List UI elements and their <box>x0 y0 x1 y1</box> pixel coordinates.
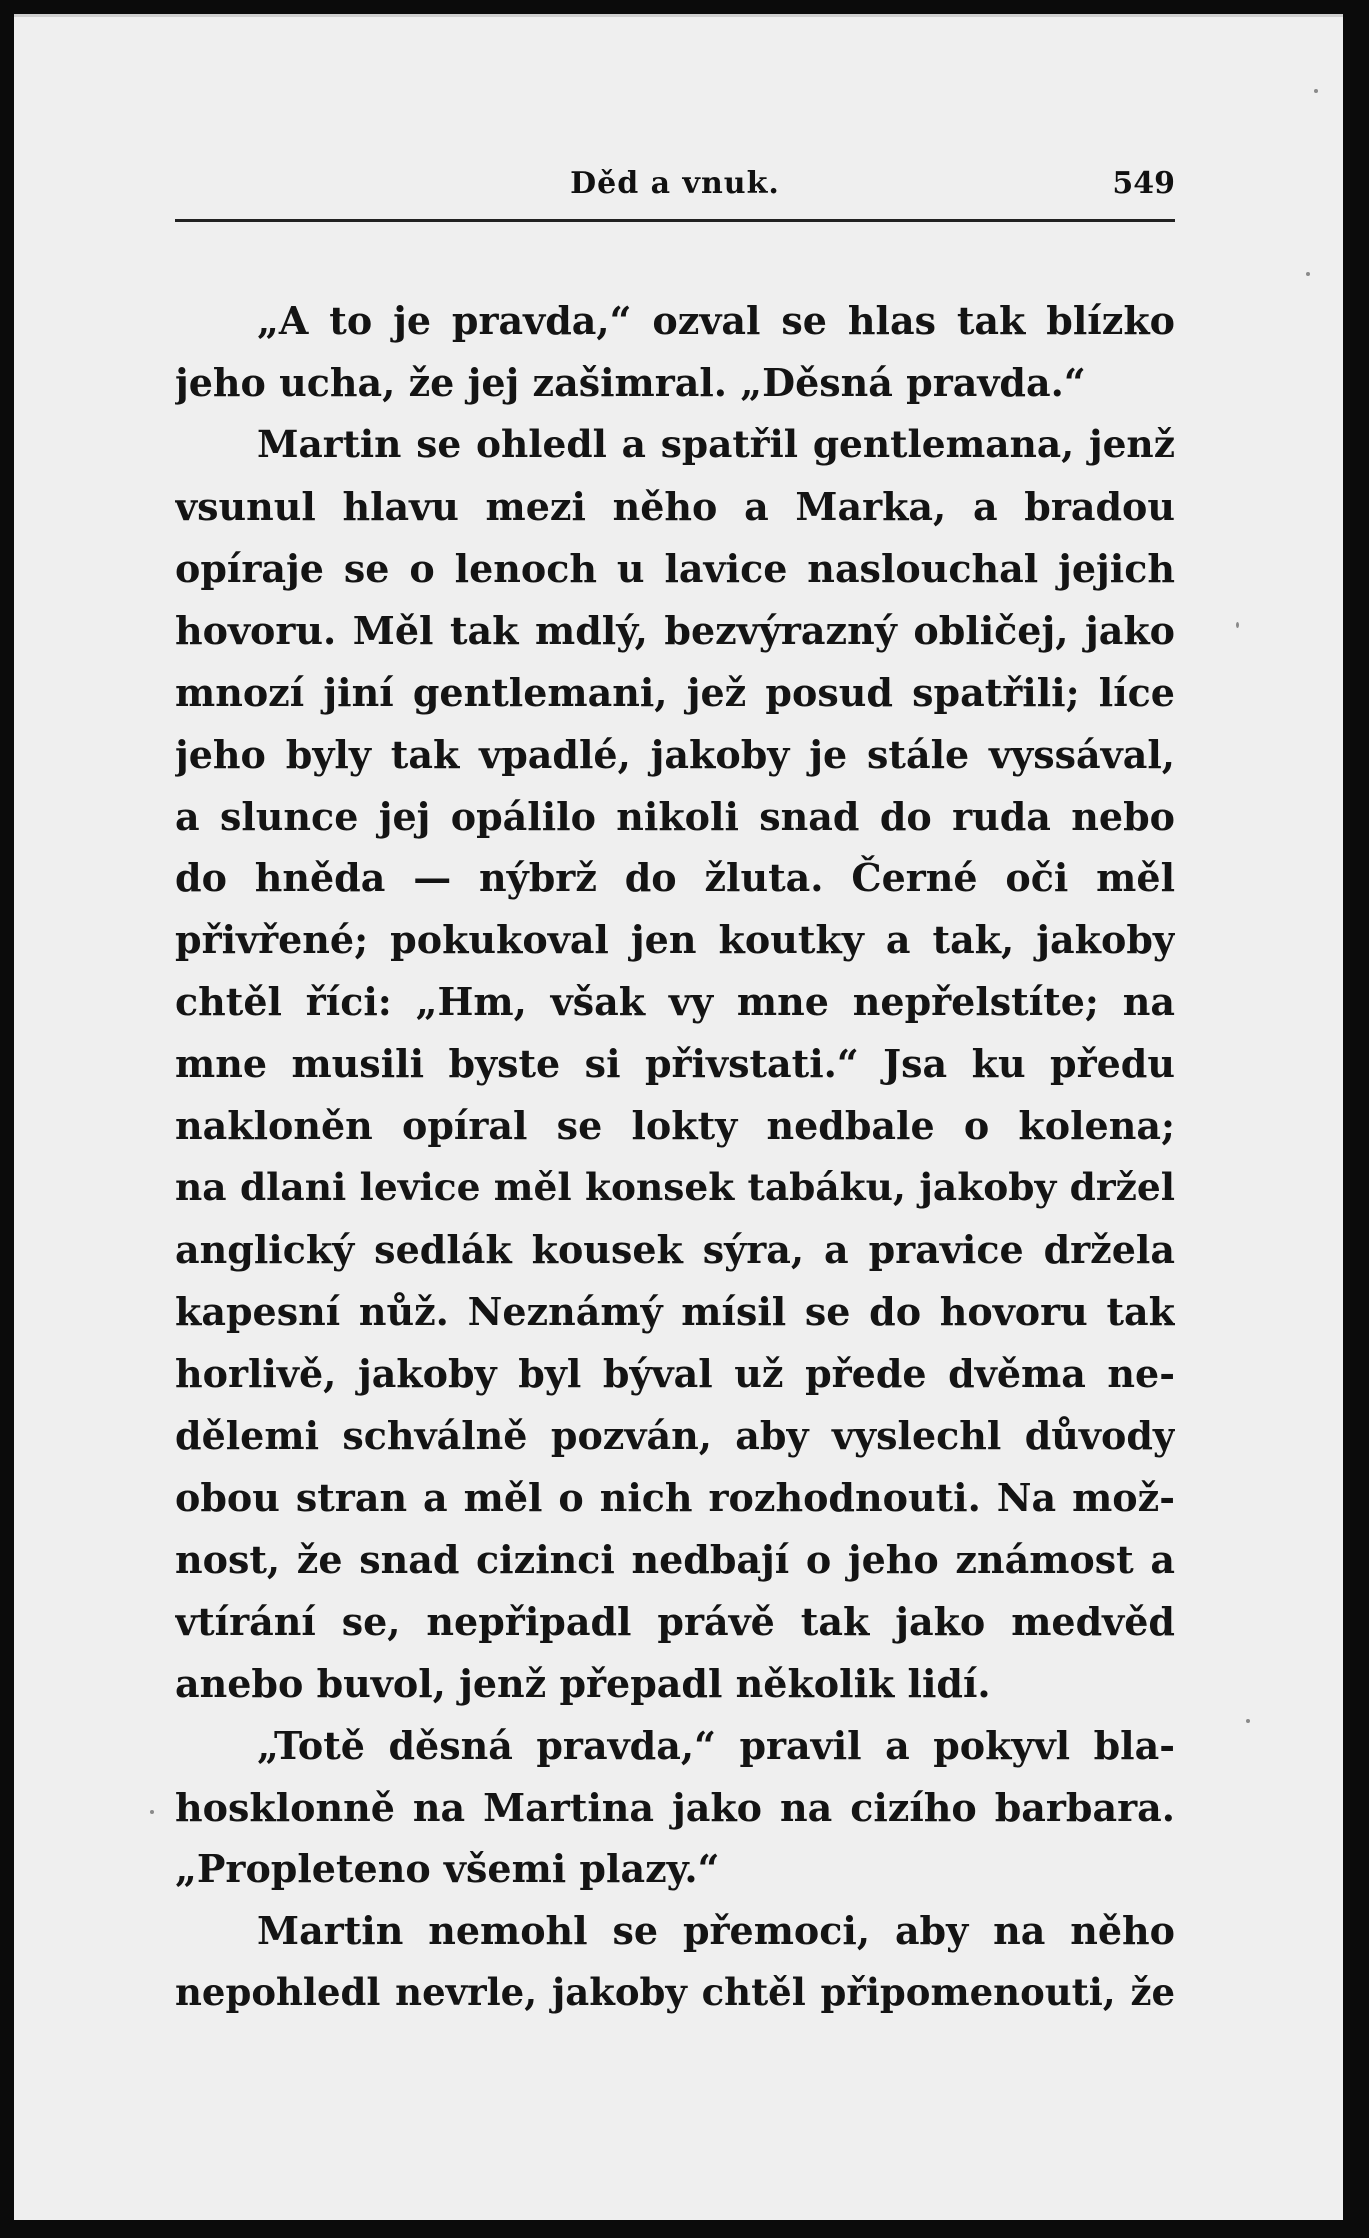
text-line: obou stran a měl o nich rozhodnouti. Na mož- <box>175 1474 1175 1520</box>
text-line: horlivě, jakoby byl býval už přede dvěma ne- <box>175 1350 1175 1396</box>
text-line: do hněda — nýbrž do žluta. Černé oči měl <box>175 855 1175 901</box>
text-line: anglický sedlák kousek sýra, a pravice držela <box>175 1227 1175 1273</box>
text-line: dělemi schválně pozván, aby vyslechl důvody <box>175 1412 1175 1458</box>
text-line: jeho ucha, že jej zašimral. „Děsná pravda.“ <box>175 359 1086 405</box>
running-title: Děd a vnuk. <box>570 166 780 201</box>
text-line: Martin nemohl se přemoci, aby na něho <box>257 1908 1175 1954</box>
header-rule <box>175 219 1175 222</box>
book-page <box>14 14 1343 2220</box>
text-line: mne musili byste si přivstati.“ Jsa ku předu <box>175 1041 1175 1087</box>
text-line: „Propleteno všemi plazy.“ <box>175 1846 720 1892</box>
text-line: jeho byly tak vpadlé, jakoby je stále vyssával, <box>175 731 1175 777</box>
text-line: vtírání se, nepřipadl právě tak jako medvěd <box>175 1598 1175 1644</box>
text-line: a slunce jej opálilo nikoli snad do ruda nebo <box>175 793 1175 839</box>
page-number: 549 <box>1112 166 1175 201</box>
text-line: vsunul hlavu mezi něho a Marka, a bradou <box>175 483 1175 529</box>
paper-speck <box>150 1810 154 1814</box>
body-text <box>175 290 1175 2024</box>
text-line: „Totě děsná pravda,“ pravil a pokyvl bla- <box>257 1722 1175 1768</box>
text-line: na dlani levice měl konsek tabáku, jakoby držel <box>175 1165 1175 1210</box>
paper-speck <box>1306 272 1310 276</box>
text-line: „A to je pravda,“ ozval se hlas tak blízko <box>257 298 1175 343</box>
page-header <box>175 166 1175 212</box>
text-line: nost, že snad cizinci nedbají o jeho známost a <box>175 1536 1175 1582</box>
text-line: kapesní nůž. Neznámý mísil se do hovoru tak <box>175 1289 1175 1334</box>
paper-speck <box>1236 622 1239 628</box>
text-line: mnozí jiní gentlemani, jež posud spatřili; líce <box>175 669 1175 715</box>
text-line: nepohledl nevrle, jakoby chtěl připomenouti, že <box>175 1970 1175 2015</box>
text-line: hovoru. Měl tak mdlý, bezvýrazný obličej, jako <box>175 607 1175 653</box>
text-line: nakloněn opíral se lokty nedbale o kolena; <box>175 1103 1175 1149</box>
text-line: opíraje se o lenoch u lavice naslouchal jejich <box>175 545 1175 591</box>
text-line: hosklonně na Martina jako na cizího barbara. <box>175 1784 1175 1830</box>
paper-speck <box>1314 89 1318 93</box>
text-line: chtěl říci: „Hm, však vy mne nepřelstíte; na <box>175 979 1175 1025</box>
text-line: přivřené; pokukoval jen koutky a tak, jakoby <box>175 917 1175 963</box>
paper-speck <box>1246 1719 1250 1723</box>
text-line: Martin se ohledl a spatřil gentlemana, jenž <box>257 421 1175 466</box>
text-line: anebo buvol, jenž přepadl několik lidí. <box>175 1660 991 1706</box>
